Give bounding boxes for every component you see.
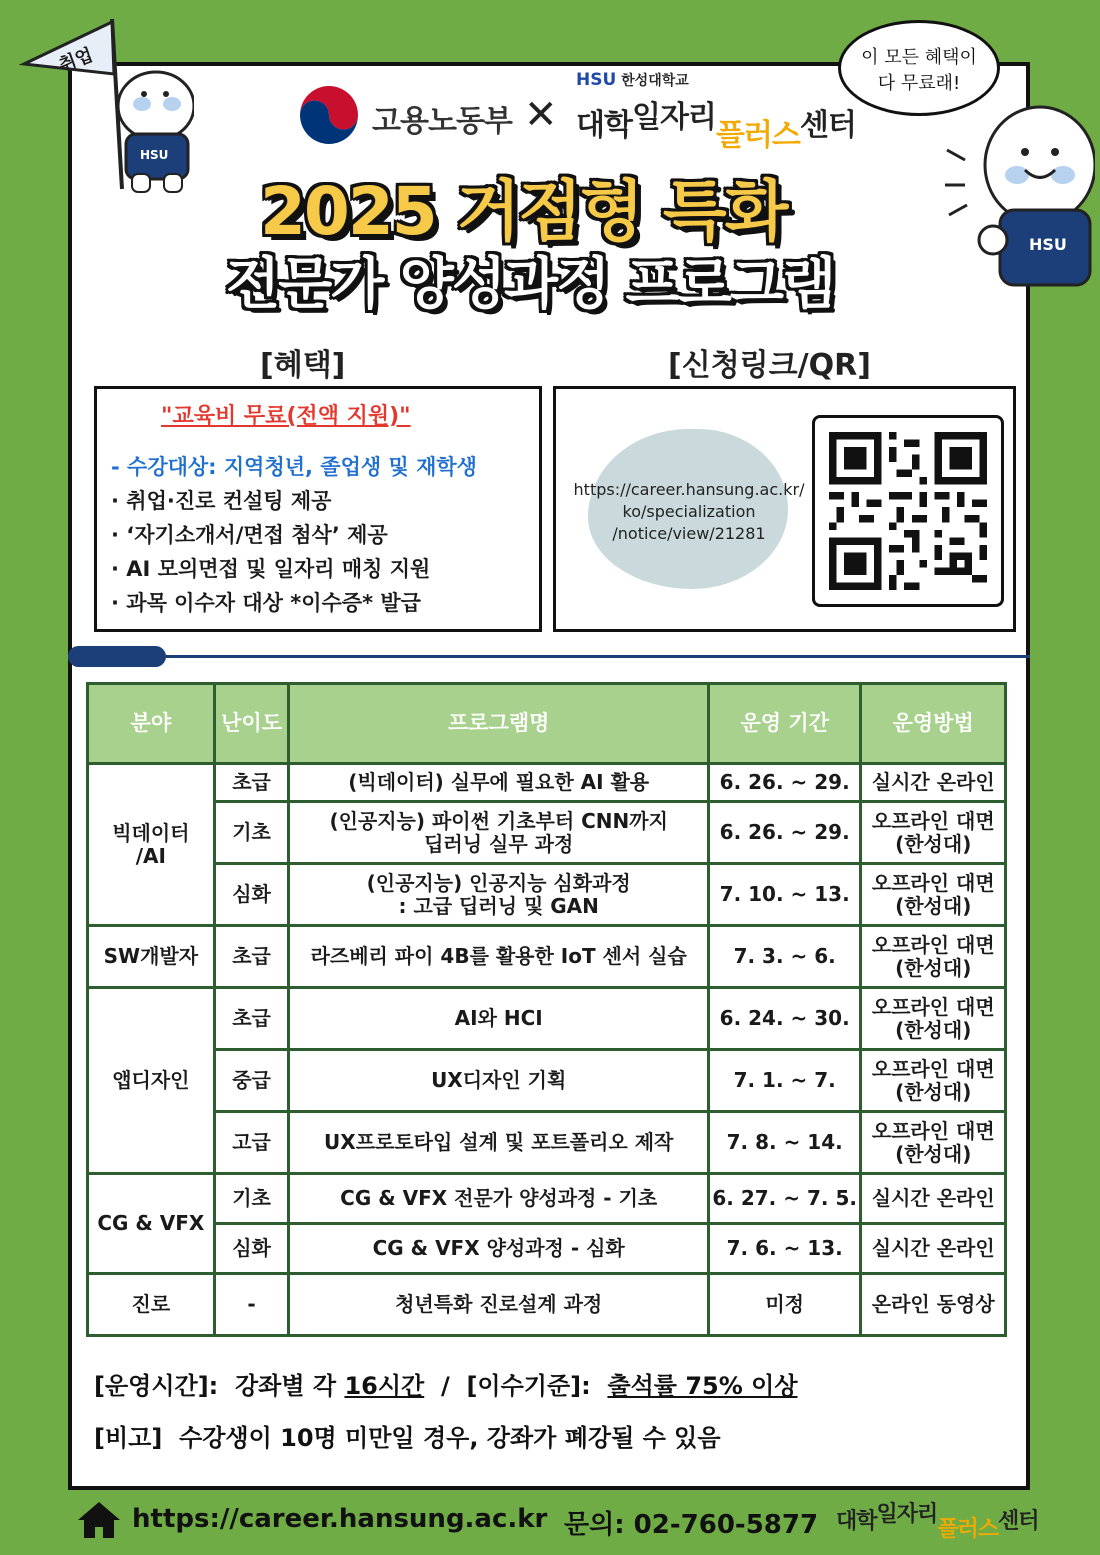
level-cell: 심화 bbox=[214, 864, 289, 926]
section-divider bbox=[68, 655, 1030, 658]
house-icon bbox=[76, 1500, 122, 1540]
table-row bbox=[88, 1050, 1006, 1112]
table-row bbox=[88, 1174, 1006, 1224]
apply-heading: [신청링크/QR] bbox=[668, 348, 871, 383]
benefit-item-4: · 과목 이수자 대상 *이수증* 발급 bbox=[111, 591, 421, 615]
remark-label: [비고] bbox=[94, 1424, 163, 1452]
url-line3: /notice/view/21281 bbox=[612, 524, 766, 543]
criteria-label: [이수기준]: bbox=[466, 1372, 591, 1400]
qr-code[interactable] bbox=[812, 415, 1004, 607]
program-cell: AI와 HCI bbox=[289, 988, 708, 1050]
benefit-item-2: · ‘자기소개서/면접 첨삭’ 제공 bbox=[111, 523, 388, 547]
url-line1: https://career.hansung.ac.kr/ bbox=[573, 480, 805, 499]
criteria-value: 출석률 75% 이상 bbox=[607, 1372, 798, 1400]
col-header-field: 분야 bbox=[88, 684, 215, 764]
level-cell: 기초 bbox=[214, 1174, 289, 1224]
footer-url-link[interactable]: https://career.hansung.ac.kr bbox=[132, 1504, 548, 1534]
level-cell: 고급 bbox=[214, 1112, 289, 1174]
level-cell: 기초 bbox=[214, 802, 289, 864]
table-row bbox=[88, 926, 1006, 988]
mascot-left-shirt-text: HSU bbox=[140, 148, 169, 162]
period-cell: 7. 10. ~ 13. bbox=[708, 864, 861, 926]
method-cell: 실시간 온라인 bbox=[861, 764, 1006, 802]
apply-url-link[interactable] bbox=[564, 479, 814, 545]
program-cell: (빅데이터) 실무에 필요한 AI 활용 bbox=[289, 764, 708, 802]
level-cell: - bbox=[214, 1274, 289, 1336]
method-cell: 오프라인 대면 (한성대) bbox=[861, 1050, 1006, 1112]
field-cell: 앱디자인 bbox=[88, 988, 215, 1174]
period-cell: 6. 26. ~ 29. bbox=[708, 764, 861, 802]
program-cell: CG & VFX 전문가 양성과정 - 기초 bbox=[289, 1174, 708, 1224]
program-cell: (인공지능) 파이썬 기초부터 CNN까지 딥러닝 실무 과정 bbox=[289, 802, 708, 864]
footer-contact: 문의: 02-760-5877 bbox=[564, 1510, 819, 1540]
period-cell: 7. 1. ~ 7. bbox=[708, 1050, 861, 1112]
table-row bbox=[88, 802, 1006, 864]
mascot-right bbox=[945, 90, 1095, 295]
collab-x-icon: ✕ bbox=[524, 92, 558, 138]
title-line1: 2025 거점형 특화 bbox=[260, 173, 787, 250]
speech-bubble-line2: 다 무료래! bbox=[877, 73, 961, 94]
col-header-period: 운영 기간 bbox=[708, 684, 861, 764]
note-separator: / bbox=[440, 1372, 450, 1400]
center-logo-b: 일자리 bbox=[631, 100, 716, 135]
taegeuk-icon bbox=[296, 84, 362, 146]
period-cell: 6. 24. ~ 30. bbox=[708, 988, 861, 1050]
title-line2: 전문가 양성과정 프로그램 bbox=[226, 252, 835, 317]
footer-logo-c: 플러스 bbox=[937, 1517, 999, 1542]
method-cell: 오프라인 대면 (한성대) bbox=[861, 802, 1006, 864]
mascot-right-shirt-text: HSU bbox=[1029, 235, 1067, 254]
method-cell: 온라인 동영상 bbox=[861, 1274, 1006, 1336]
method-cell: 오프라인 대면 (한성대) bbox=[861, 864, 1006, 926]
table-row bbox=[88, 864, 1006, 926]
table-row bbox=[88, 1274, 1006, 1336]
operation-note bbox=[94, 1366, 798, 1401]
level-cell: 중급 bbox=[214, 1050, 289, 1112]
center-logo-d: 센터 bbox=[799, 108, 856, 143]
hsu-mark: HSU bbox=[576, 70, 617, 90]
footer-center-logo bbox=[836, 1502, 1039, 1542]
col-header-method: 운영방법 bbox=[861, 684, 1006, 764]
univ-name: 한성대학교 bbox=[621, 73, 689, 89]
method-cell: 실시간 온라인 bbox=[861, 1224, 1006, 1274]
period-cell: 6. 27. ~ 7. 5. bbox=[708, 1174, 861, 1224]
period-cell: 7. 3. ~ 6. bbox=[708, 926, 861, 988]
moel-logo bbox=[296, 84, 362, 150]
divider-pill bbox=[68, 646, 166, 667]
center-logo-a: 대학 bbox=[576, 108, 632, 143]
remark-note bbox=[94, 1418, 721, 1453]
benefit-highlight: "교육비 무료(전액 지원)" bbox=[161, 404, 411, 429]
benefit-heading: [혜택] bbox=[260, 348, 346, 383]
method-cell: 실시간 온라인 bbox=[861, 1174, 1006, 1224]
level-cell: 초급 bbox=[214, 988, 289, 1050]
table-row bbox=[88, 1224, 1006, 1274]
table-row bbox=[88, 1112, 1006, 1174]
field-cell: CG & VFX bbox=[88, 1174, 215, 1274]
remark-text: 수강생이 10명 미만일 경우, 강좌가 폐강될 수 있음 bbox=[179, 1424, 721, 1452]
time-label: [운영시간]: bbox=[94, 1372, 219, 1400]
program-cell: 라즈베리 파이 4B를 활용한 IoT 센서 실습 bbox=[289, 926, 708, 988]
mascot-left bbox=[14, 14, 194, 194]
time-value: 16시간 bbox=[344, 1372, 425, 1400]
qr-code-icon bbox=[829, 432, 987, 590]
program-cell: UX프로토타입 설계 및 포트폴리오 제작 bbox=[289, 1112, 708, 1174]
level-cell: 초급 bbox=[214, 764, 289, 802]
program-table bbox=[86, 682, 1007, 1337]
hsu-label bbox=[576, 70, 689, 90]
table-row bbox=[88, 764, 1006, 802]
time-pre: 강좌별 각 bbox=[235, 1372, 337, 1400]
center-logo bbox=[576, 100, 856, 153]
level-cell: 심화 bbox=[214, 1224, 289, 1274]
benefit-item-1: · 취업·진로 컨설팅 제공 bbox=[111, 489, 332, 513]
field-cell: 빅데이터 /AI bbox=[88, 764, 215, 926]
footer-logo-d: 센터 bbox=[998, 1509, 1039, 1534]
table-row bbox=[88, 988, 1006, 1050]
method-cell: 오프라인 대면 (한성대) bbox=[861, 926, 1006, 988]
url-line2: ko/specialization bbox=[622, 502, 756, 521]
level-cell: 초급 bbox=[214, 926, 289, 988]
col-header-level: 난이도 bbox=[214, 684, 289, 764]
field-cell: SW개발자 bbox=[88, 926, 215, 988]
period-cell: 6. 26. ~ 29. bbox=[708, 802, 861, 864]
ministry-name: 고용노동부 bbox=[372, 104, 512, 139]
benefit-box bbox=[94, 386, 542, 632]
benefit-target: - 수강대상: 지역청년, 졸업생 및 재학생 bbox=[111, 455, 477, 479]
period-cell: 7. 6. ~ 13. bbox=[708, 1224, 861, 1274]
benefit-item-3: · AI 모의면접 및 일자리 매칭 지원 bbox=[111, 557, 431, 581]
mascot-left-flag-text: 취업 bbox=[55, 44, 96, 77]
method-cell: 오프라인 대면 (한성대) bbox=[861, 988, 1006, 1050]
program-cell: 청년특화 진로설계 과정 bbox=[289, 1274, 708, 1336]
program-cell: UX디자인 기획 bbox=[289, 1050, 708, 1112]
apply-box bbox=[553, 386, 1016, 632]
method-cell: 오프라인 대면 (한성대) bbox=[861, 1112, 1006, 1174]
col-header-program: 프로그램명 bbox=[289, 684, 708, 764]
program-cell: (인공지능) 인공지능 심화과정 : 고급 딥러닝 및 GAN bbox=[289, 864, 708, 926]
center-logo-c: 플러스 bbox=[715, 118, 800, 153]
program-cell: CG & VFX 양성과정 - 심화 bbox=[289, 1224, 708, 1274]
home-icon bbox=[76, 1500, 122, 1544]
field-cell: 진로 bbox=[88, 1274, 215, 1336]
mascot-left-icon bbox=[14, 14, 194, 194]
footer-logo-a: 대학 bbox=[836, 1509, 877, 1534]
mascot-right-icon bbox=[945, 90, 1095, 295]
period-cell: 7. 8. ~ 14. bbox=[708, 1112, 861, 1174]
table-header-row bbox=[88, 684, 1006, 764]
speech-bubble-line1: 이 모든 혜택이 bbox=[861, 47, 977, 68]
period-cell: 미정 bbox=[708, 1274, 861, 1336]
footer-logo-b: 일자리 bbox=[876, 1502, 938, 1527]
